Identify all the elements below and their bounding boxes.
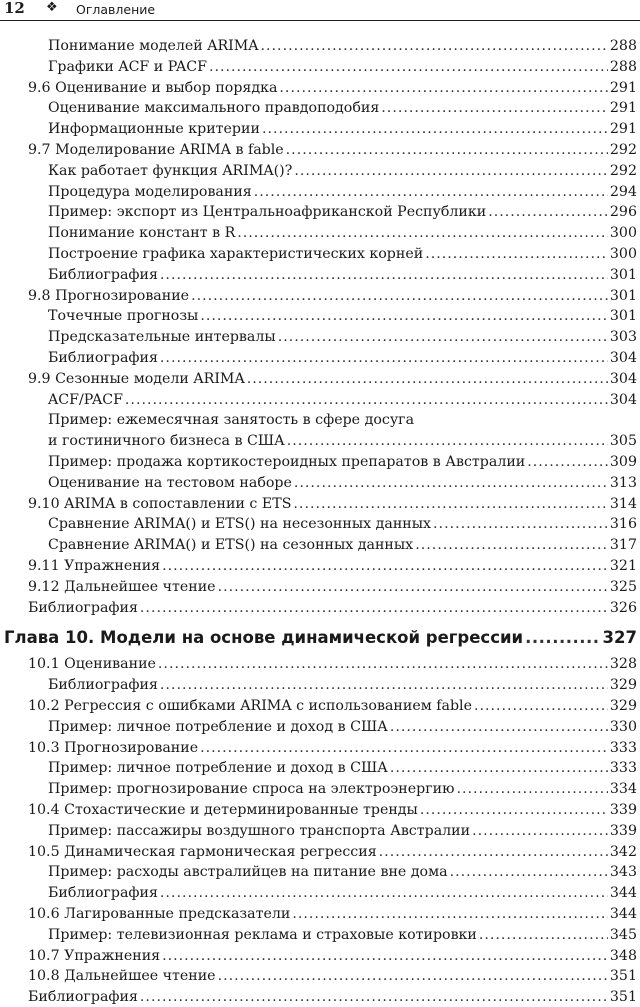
dot-leader — [218, 966, 608, 986]
toc-entry-page: 344 — [609, 885, 637, 902]
toc-entry-title: Сравнение ARIMA() и ETS() на несезонных данных — [48, 516, 432, 533]
dot-leader — [278, 327, 608, 347]
dot-leader — [140, 987, 608, 1007]
toc-entry — [48, 431, 637, 451]
dot-leader — [262, 119, 608, 139]
toc-entry — [28, 904, 637, 924]
toc-entry — [48, 717, 637, 737]
toc-entry-page: 292 — [609, 142, 637, 158]
toc-entry-title: и гостиничного бизнеса в США — [48, 433, 285, 450]
dot-leader — [472, 821, 608, 841]
toc-entry — [48, 265, 637, 285]
toc-entry — [28, 140, 637, 160]
toc-entry-title: Пример: телевизионная реклама и страховые котировки — [48, 926, 477, 943]
toc-entry-title: 10.6 Лагированные предсказатели — [28, 906, 291, 922]
toc-entry — [28, 654, 637, 674]
toc-entry-page: 326 — [609, 599, 637, 616]
toc-entry-title: Библиография — [48, 677, 158, 694]
toc-entry — [48, 119, 637, 139]
dot-leader — [527, 452, 608, 472]
dot-leader — [160, 675, 608, 695]
dot-leader — [433, 514, 608, 534]
dot-leader — [158, 654, 608, 674]
toc-entry-title: Информационные критерии — [48, 121, 260, 138]
dot-leader — [140, 598, 608, 618]
toc-entry-title: Понимание констант в R — [48, 225, 236, 242]
toc-entry-title: Процедура моделирования — [48, 183, 252, 200]
toc-entry — [28, 987, 637, 1007]
toc-entry-page: 309 — [609, 454, 637, 470]
toc-entry — [48, 182, 637, 202]
toc-entry — [48, 473, 637, 493]
toc-entry — [28, 598, 637, 618]
toc-entry-page: 304 — [609, 350, 637, 366]
dot-leader — [294, 473, 608, 493]
toc-entry-page: 304 — [609, 391, 637, 408]
toc-entry-title: 9.6 Оценивание и выбор порядка — [28, 79, 278, 96]
toc-entry-title: Графики ACF и PACF — [48, 58, 207, 75]
toc-entry-title: Пример: расходы австралийцев на питание вне дома — [48, 864, 448, 881]
toc-entry-title: Пример: экспорт из Центральноафриканской Республики — [48, 204, 487, 221]
toc-entry-title: 10.5 Динамическая гармоническая регрессия — [28, 843, 377, 860]
toc-entry-page: 333 — [609, 760, 637, 777]
toc-entry — [48, 348, 637, 368]
toc-entry-page: 313 — [609, 474, 637, 491]
dot-leader — [209, 57, 608, 77]
toc-entry — [48, 306, 637, 326]
dot-leader — [420, 800, 608, 820]
toc-entry — [48, 821, 637, 841]
toc-entry-page: 333 — [609, 739, 637, 756]
toc-entry — [28, 946, 637, 966]
toc-entry-title: ACF/PACF — [48, 391, 123, 408]
toc-entry-title: 9.9 Сезонные модели ARIMA — [28, 370, 245, 387]
toc-entry — [48, 883, 637, 903]
dot-leader — [200, 306, 608, 326]
dot-leader — [237, 223, 608, 243]
dot-leader — [390, 758, 608, 778]
toc-entry-title: Построение графика характеристических корней — [48, 246, 424, 262]
toc-entry-title: Точечные прогнозы — [48, 308, 199, 325]
toc-entry-title: 9.10 ARIMA в сопоставлении с ETS — [28, 495, 292, 512]
toc-entry — [48, 98, 637, 118]
toc-entry-page: 351 — [609, 968, 637, 985]
toc-entry-page: 325 — [609, 578, 637, 595]
toc-entry — [28, 842, 637, 862]
toc-entry — [28, 556, 637, 576]
toc-entry — [48, 327, 637, 347]
toc-entry-title: Библиография — [48, 350, 158, 366]
toc-entry-page: 301 — [609, 287, 637, 304]
dot-leader — [286, 140, 608, 160]
dot-leader — [287, 431, 608, 451]
toc-entry — [48, 223, 637, 243]
dot-leader — [160, 348, 608, 368]
toc-entry — [28, 494, 637, 514]
toc-entry-page: 351 — [609, 989, 637, 1006]
toc-entry-page: 321 — [609, 558, 637, 574]
toc-entry-title: Пример: личное потребление и доход в США — [48, 718, 388, 735]
toc-entry — [48, 452, 637, 472]
toc-entry — [48, 36, 637, 56]
dot-leader — [160, 265, 608, 285]
dot-leader — [279, 78, 607, 98]
toc-entry-page: 348 — [609, 947, 637, 964]
dot-leader — [125, 390, 608, 410]
toc-entry-page: 300 — [609, 225, 637, 242]
toc-entry-page: 294 — [609, 183, 637, 200]
dot-leader — [525, 627, 600, 649]
toc-entry-page: 305 — [609, 433, 637, 450]
dot-leader — [379, 842, 608, 862]
toc-entry — [28, 369, 637, 389]
toc-entry — [48, 202, 637, 222]
dot-leader — [294, 161, 608, 181]
toc-entry — [48, 161, 637, 181]
toc-entry-title: Пример: продажа кортикостероидных препаратов в Австралии — [48, 454, 526, 470]
dot-leader — [292, 904, 608, 924]
dot-leader — [479, 925, 608, 945]
dot-leader — [415, 535, 608, 555]
toc-entry-page: 291 — [609, 100, 637, 117]
toc-entry-page: 317 — [609, 537, 637, 554]
toc-entry-title: 9.11 Упражнения — [28, 558, 161, 574]
toc-entry-title: Оценивание максимального правдоподобия — [48, 100, 380, 117]
dot-leader — [200, 738, 608, 758]
toc-entry-page: 329 — [609, 677, 637, 694]
dot-leader — [425, 244, 608, 264]
toc-entry-page: 301 — [609, 266, 637, 283]
toc-entry-title: 9.8 Прогнозирование — [28, 287, 190, 304]
dot-leader — [488, 202, 608, 222]
running-title: Оглавление — [76, 2, 156, 17]
toc-entry-page: 342 — [609, 843, 637, 860]
toc-entry-title: Библиография — [28, 989, 138, 1006]
dot-leader — [293, 494, 607, 514]
toc-entry-title: Библиография — [48, 266, 158, 283]
toc-entry-title: 10.4 Стохастические и детерминированные тренды — [28, 802, 418, 818]
toc-entry-title: Глава 10. Модели на основе динамической регрессии — [4, 628, 524, 648]
toc-entry — [48, 779, 637, 799]
toc-entry-page: 343 — [609, 864, 637, 881]
dot-leader — [381, 98, 608, 118]
toc-entry — [48, 57, 637, 77]
toc-entry-page: 344 — [609, 906, 637, 922]
dot-leader — [390, 717, 608, 737]
toc-entry-page: 329 — [609, 698, 637, 714]
toc-entry — [48, 514, 637, 534]
toc-entry-title: 10.2 Регрессия с ошибками ARIMA с использованием fable — [28, 698, 472, 714]
dot-leader — [450, 862, 608, 882]
dot-leader — [162, 556, 608, 576]
toc-entry — [48, 410, 637, 430]
toc-entry — [28, 800, 637, 820]
toc-entry-page: 303 — [609, 329, 637, 346]
dot-leader — [261, 36, 608, 56]
toc-entry-title: Библиография — [48, 885, 158, 902]
toc-entry-page: 316 — [609, 516, 637, 533]
toc-entry-page: 328 — [609, 656, 637, 673]
toc-entry-title: Пример: пассажиры воздушного транспорта Австралии — [48, 822, 471, 839]
toc-entry — [48, 758, 637, 778]
toc-entry-title: Понимание моделей ARIMA — [48, 38, 259, 54]
toc-entry-page: 339 — [609, 802, 637, 818]
toc-entry-title: Пример: прогнозирование спроса на электроэнергию — [48, 781, 455, 798]
toc-entry-page: 314 — [609, 495, 637, 512]
toc-entry — [48, 925, 637, 945]
toc-entry-page: 301 — [609, 308, 637, 325]
toc-entry-title: Оценивание на тестовом наборе — [48, 474, 292, 491]
toc-entry-title: Сравнение ARIMA() и ETS() на сезонных данных — [48, 537, 414, 554]
toc-entry — [48, 675, 637, 695]
toc-entry-page: 291 — [609, 121, 637, 138]
ornament-icon: ❖ — [46, 0, 58, 15]
toc-entry-page: 304 — [609, 370, 637, 387]
toc-entry-title: Пример: ежемесячная занятость в сфере досуга — [48, 412, 415, 429]
toc-entry-page: 327 — [602, 628, 637, 648]
toc-entry-page: 291 — [609, 79, 637, 96]
dot-leader — [160, 883, 608, 903]
dot-leader — [191, 286, 608, 306]
toc-entry — [28, 966, 637, 986]
toc-entry-page: 334 — [609, 781, 637, 798]
dot-leader — [456, 779, 607, 799]
toc-entry — [28, 738, 637, 758]
dot-leader — [247, 369, 608, 389]
toc-entry-title: 9.12 Дальнейшее чтение — [28, 578, 216, 595]
toc-entry — [48, 535, 637, 555]
toc-entry-title: Пример: личное потребление и доход в США — [48, 760, 388, 777]
toc-entry — [48, 390, 637, 410]
toc-entry — [28, 577, 637, 597]
toc-chapter-entry — [4, 627, 637, 649]
toc-entry-title: 10.3 Прогнозирование — [28, 739, 199, 756]
dot-leader — [254, 182, 608, 202]
toc-entry-page: 330 — [609, 718, 637, 735]
dot-leader — [162, 946, 608, 966]
toc-entry — [48, 244, 637, 264]
toc-entry — [48, 862, 637, 882]
toc-entry-page: 296 — [609, 204, 637, 221]
toc-entry-title: 9.7 Моделирование ARIMA в fable — [28, 142, 284, 158]
toc-entry — [28, 286, 637, 306]
toc-entry-page: 339 — [609, 822, 637, 839]
toc-entry-title: Библиография — [28, 599, 138, 616]
dot-leader — [218, 577, 608, 597]
dot-leader — [474, 696, 608, 716]
toc-entry-page: 300 — [609, 246, 637, 262]
toc-entry-title: 10.7 Упражнения — [28, 947, 161, 964]
toc-entry — [28, 78, 637, 98]
toc-entry-page: 292 — [609, 162, 637, 179]
toc-entry-page: 288 — [609, 58, 637, 75]
running-header — [0, 0, 640, 21]
toc-entry-title: Как работает функция ARIMA()? — [48, 162, 293, 179]
toc-entry-title: 10.8 Дальнейшее чтение — [28, 968, 216, 985]
toc-entry — [28, 696, 637, 716]
toc-entry-title: Предсказательные интервалы — [48, 329, 276, 346]
toc-entry-title: 10.1 Оценивание — [28, 656, 156, 673]
page-number: 12 — [4, 0, 25, 17]
toc-entry-page: 288 — [609, 38, 637, 54]
toc-entry-page: 345 — [609, 926, 637, 943]
